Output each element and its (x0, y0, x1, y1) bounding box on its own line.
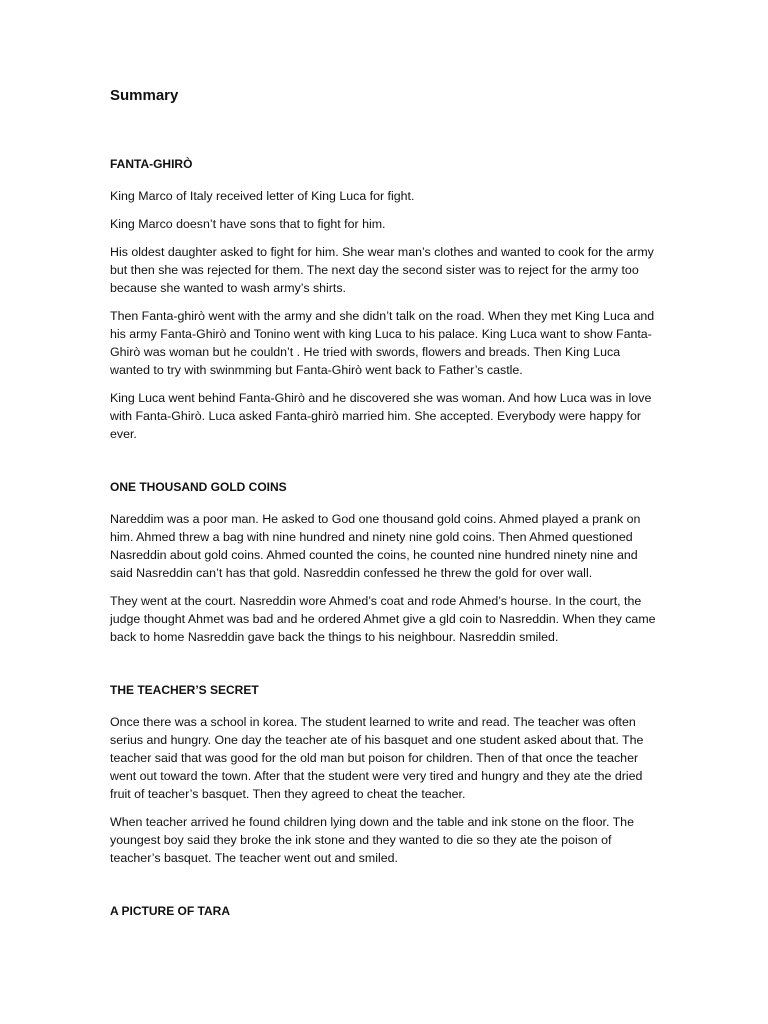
story-a-picture-of-tara (110, 903, 658, 920)
story-the-teachers-secret (110, 682, 658, 867)
document-page (110, 86, 658, 934)
story-title: A PICTURE OF TARA (110, 904, 230, 918)
story-paragraph: Nareddim was a poor man. He asked to God one thousand gold coins. Ahmed played a prank on him. Ahmed threw a bag with nine hundred and ninety nine gold coins. Then Ahmed questioned Nasreddin about gold coins. Ahmed counted the coins, he counted nine hundred ninety nine and said Nasreddin can’t has that gold. Nasreddin confessed he threw the gold for over wall. (110, 512, 641, 580)
story-paragraph: When teacher arrived he found children lying down and the table and ink stone on the floor. The youngest boy said they broke the ink stone and they wanted to die so they ate the poison of teacher’s basquet. The teacher went out and smiled. (110, 815, 634, 865)
story-paragraph: King Marco doesn’t have sons that to fight for him. (110, 217, 386, 231)
story-paragraph: His oldest daughter asked to fight for him. She wear man’s clothes and wanted to cook for the army but then she was rejected for them. The next day the second sister was to reject for the army too because she wanted to wash army’s shirts. (110, 245, 654, 295)
story-title: THE TEACHER’S SECRET (110, 683, 259, 697)
story-paragraph: They went at the court. Nasreddin wore Ahmed’s coat and rode Ahmed’s hourse. In the court, the judge thought Ahmet was bad and he ordered Ahmet give a gld coin to Nasreddin. When they came back to home Nasreddin gave back the things to his neighbour. Nasreddin smiled. (110, 594, 656, 644)
story-fanta-ghiro (110, 156, 658, 443)
document-title: Summary (110, 87, 179, 104)
story-paragraph: King Luca went behind Fanta-Ghirò and he discovered she was woman. And how Luca was in love with Fanta-Ghirò. Luca asked Fanta-ghirò married him. She accepted. Everybody were happy for ever. (110, 391, 652, 441)
story-paragraph: King Marco of Italy received letter of King Luca for fight. (110, 189, 415, 203)
story-paragraph: Then Fanta-ghirò went with the army and she didn’t talk on the road. When they met King Luca and his army Fanta-Ghirò and Tonino went with king Luca to his palace. King Luca want to show Fanta-Ghirò was woman but he couldn’t . He tried with swords, flowers and breads. Then King Luca wanted to try with swinmming but Fanta-Ghirò went back to Father’s castle. (110, 309, 655, 377)
story-paragraph: Once there was a school in korea. The student learned to write and read. The teacher was often serius and hungry. One day the teacher ate of his basquet and one student asked about that. The teacher said that was good for the old man but poison for children. Then of that once the teacher went out toward the town. After that the student were very tired and hungry and they ate the dried fruit of teacher’s basquet. Then they agreed to cheat the teacher. (110, 715, 644, 801)
story-title: FANTA-GHIRÒ (110, 157, 193, 171)
story-one-thousand-gold-coins (110, 479, 658, 646)
story-title: ONE THOUSAND GOLD COINS (110, 480, 287, 494)
